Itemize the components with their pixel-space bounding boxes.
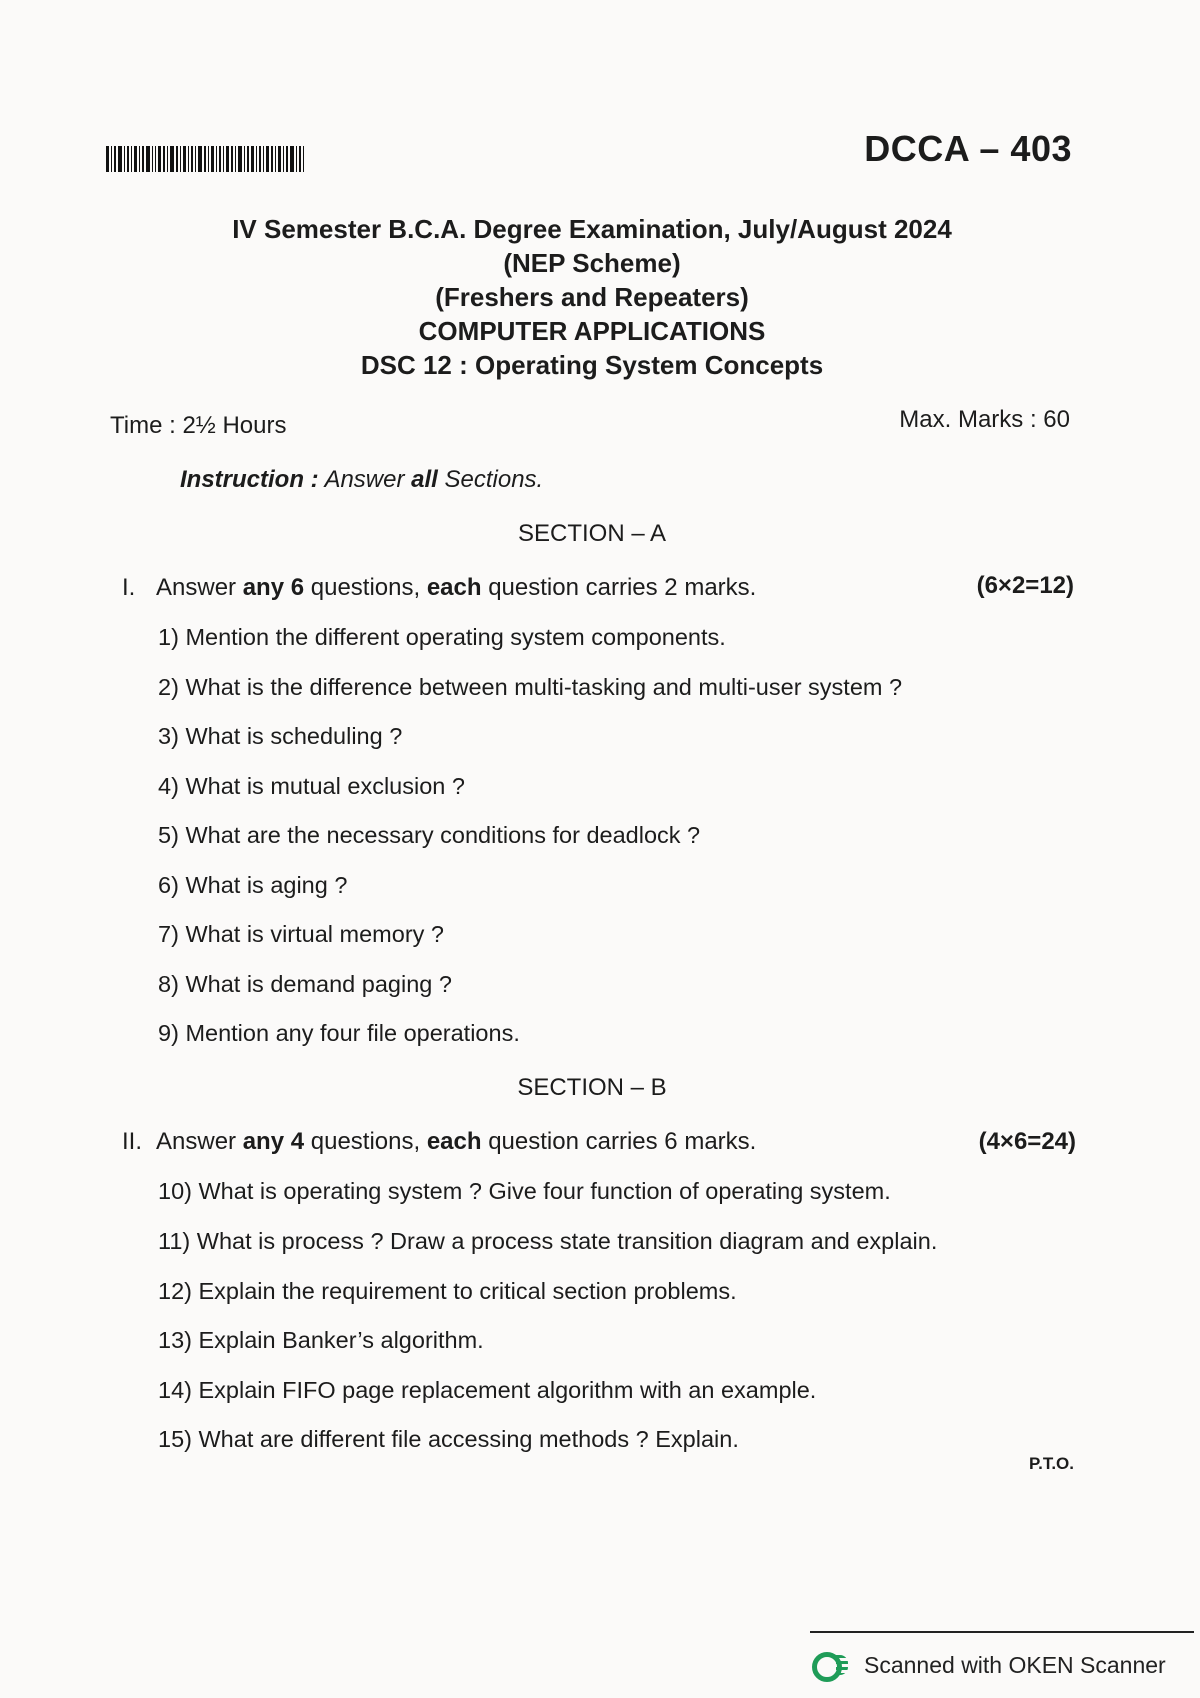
directive-bold: any 4 [242,1128,305,1155]
question-number: 13) [158,1327,192,1353]
question-text: Explain Banker’s algorithm. [198,1327,484,1353]
question [158,1178,891,1205]
question [158,1020,520,1047]
question [158,921,444,948]
question-text: Mention the different operating system components. [185,624,726,650]
directive-text: question carries [481,574,665,601]
question-number: 3) [158,723,179,749]
question-number: 14) [158,1377,192,1403]
question-number: 9) [158,1020,179,1046]
question [158,674,902,701]
barcode [106,146,306,172]
directive-bold: each [426,1128,482,1155]
question-number: 6) [158,872,179,898]
directive-text: Answer [156,1128,243,1155]
question-number: 4) [158,773,179,799]
candidates-line: (Freshers and Repeaters) [435,282,749,312]
question-text: Explain the requirement to critical section problems. [198,1278,737,1304]
question-number: 1) [158,624,179,650]
question [158,971,452,998]
footer-divider [810,1631,1194,1633]
question [158,872,347,899]
section-a-directive [122,574,756,602]
exam-title: IV Semester B.C.A. Degree Examination, July/August 2024 [232,214,952,244]
question [158,1426,739,1453]
directive-text: questions, [304,574,427,601]
question-text: What is aging ? [185,872,348,898]
section-b-marks: (4×6=24) [978,1128,1076,1155]
question [158,624,726,651]
directive-text: Answer [156,574,243,601]
section-a-marks: (6×2=12) [976,572,1074,599]
question-number: 7) [158,921,179,947]
scanner-watermark [812,1650,1166,1680]
section-a-roman: I. [122,574,136,601]
instruction-text-pre: Answer [324,466,412,493]
instruction-label: Instruction : [180,466,319,493]
question [158,773,465,800]
directive-bold: each [426,574,482,601]
question [158,822,700,849]
question-text: What are different file accessing methods ? Explain. [198,1426,739,1452]
oken-scanner-logo-icon [812,1650,850,1680]
section-a-title: SECTION – A [517,520,667,547]
directive-text: questions, [304,1128,427,1155]
question [158,1278,737,1305]
course-line: DSC 12 : Operating System Concepts [360,350,824,380]
directive-number: 6 [664,1128,678,1155]
question [158,723,402,750]
instruction-text-post: Sections. [437,466,544,493]
directive-text: question carries [481,1128,665,1155]
scheme-line: (NEP Scheme) [503,248,681,278]
question-number: 2) [158,674,179,700]
instruction [180,466,543,494]
instruction-text-bold: all [411,466,438,493]
question-text: What are the necessary conditions for deadlock ? [185,822,701,848]
question-text: What is process ? Draw a process state transition diagram and explain. [196,1228,938,1254]
question-number: 8) [158,971,179,997]
section-b-roman: II. [122,1128,143,1155]
section-b-title: SECTION – B [517,1074,667,1101]
paper-code: DCCA – 403 [864,128,1072,169]
question-text: What is scheduling ? [185,723,403,749]
directive-text: marks. [677,574,757,601]
directive-text: marks. [677,1128,757,1155]
time-allowed: Time : 2½ Hours [110,412,287,439]
question-number: 5) [158,822,179,848]
question-text: What is mutual exclusion ? [185,773,465,799]
question-text: What is virtual memory ? [185,921,444,947]
question-text: Explain FIFO page replacement algorithm with an example. [198,1377,817,1403]
question [158,1377,816,1404]
question-number: 10) [158,1178,192,1204]
scanner-watermark-text: Scanned with OKEN Scanner [864,1651,1166,1678]
max-marks: Max. Marks : 60 [899,406,1070,433]
directive-bold: any 6 [242,574,305,601]
question-text: Mention any four file operations. [185,1020,520,1046]
subject-line: COMPUTER APPLICATIONS [418,316,766,346]
question-number: 15) [158,1426,192,1452]
question-text: What is operating system ? Give four function of operating system. [198,1178,891,1204]
question [158,1327,484,1354]
question-number: 12) [158,1278,192,1304]
question-number: 11) [158,1228,191,1254]
section-b-directive [122,1128,756,1156]
question [158,1228,937,1255]
question-text: What is the difference between multi-tasking and multi-user system ? [185,674,903,700]
directive-number: 2 [664,574,678,601]
question-text: What is demand paging ? [185,971,452,997]
please-turn-over: P.T.O. [1028,1454,1074,1473]
